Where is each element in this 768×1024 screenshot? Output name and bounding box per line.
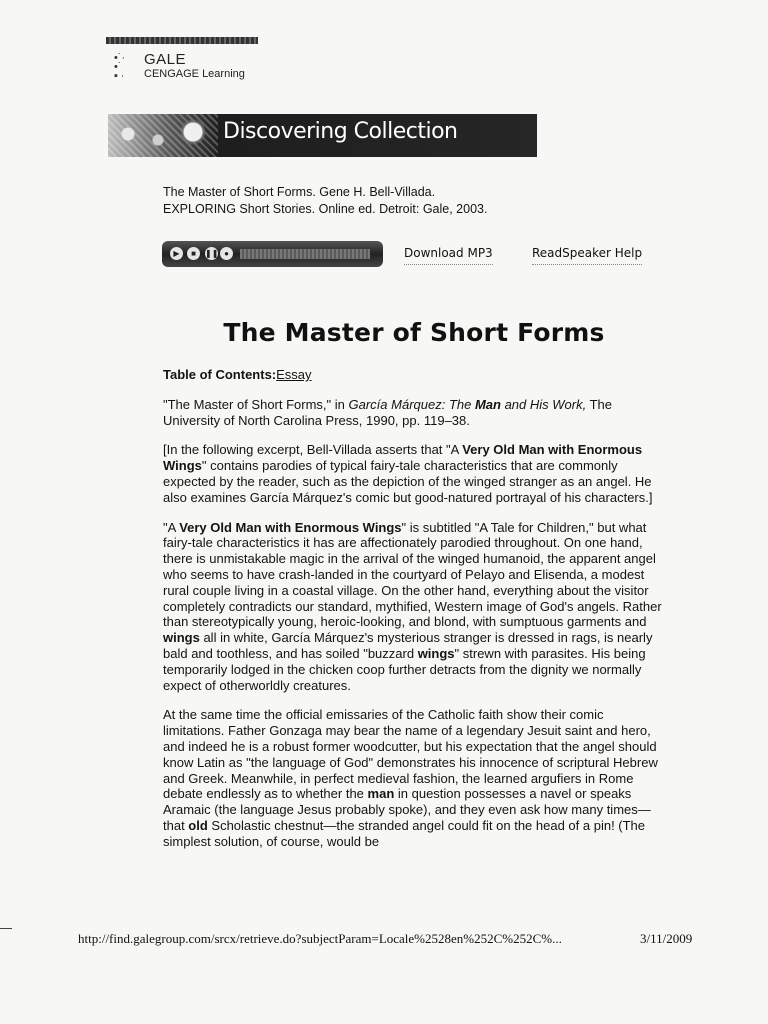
source-citation (163, 397, 663, 429)
intro-paragraph (163, 442, 663, 505)
document-title: The Master of Short Forms (223, 318, 605, 347)
article-body (163, 367, 663, 864)
collection-banner (108, 114, 537, 157)
para1-highlight-1: Very Old Man with Enormous Wings (179, 519, 402, 535)
source-highlight: Man (474, 396, 501, 412)
banner-artwork (108, 114, 218, 157)
intro-text-end: " contains parodies of typical fairy-tale characteristics that are commonly expected by the reader, such as the depiction of the winged stranger as an angel. He also examines García Márquez's comic but good-natured portrayal of his characters.] (163, 458, 653, 505)
citation-line-1: The Master of Short Forms. Gene H. Bell-Villada. (163, 185, 436, 199)
intro-highlight: Very Old Man with Enormous Wings (163, 442, 643, 474)
para2-text-2: in question possesses a navel or speaks Aramaic (the language Jesus probably spoke), and they even ask how many times—that (163, 786, 651, 833)
source-book-title: García Márquez: The (348, 396, 475, 412)
logo-subtitle: CENGAGE Learning (144, 68, 245, 80)
para2-highlight-2: old (188, 817, 208, 833)
download-mp3-link[interactable]: Download MP3 (404, 246, 493, 265)
player-progress-track[interactable] (240, 249, 370, 259)
footer-date: 3/11/2009 (640, 931, 693, 946)
margin-mark (0, 928, 12, 929)
banner-title: Discovering Collection (223, 119, 458, 144)
toc-label: Table of Contents: (163, 367, 277, 382)
body-paragraph-2 (163, 707, 663, 849)
settings-icon[interactable]: ● (220, 247, 233, 260)
para2-text: At the same time the official emissaries of the Catholic faith show their comic limitations. Father Gonzaga may bear the name of a legendary Jesuit saint and hero, and indeed he is a robust former woodcutter, but his expectation that the angel should know Latin as "the language of God" demonstrates his innocence of scriptural Hebrew and Greek. Meanwhile, in perfect medieval fashion, the learned argufiers in Rome debate endlessly as to whether the (163, 707, 658, 802)
footer-url: http://find.galegroup.com/srcx/retrieve.do?subjectParam=Locale%2528en%252C%252C%... (78, 931, 562, 946)
para1-highlight-3: wings (417, 645, 455, 661)
source-book-title-end: and His Work, (500, 396, 587, 412)
readspeaker-help-link[interactable]: ReadSpeaker Help (532, 246, 642, 265)
body-paragraph-1 (163, 520, 663, 694)
table-of-contents (163, 367, 663, 383)
para2-text-3: Scholastic chestnut—the stranded angel could fit on the head of a pin! (The simplest solution, of course, would be (163, 817, 646, 849)
citation (163, 184, 487, 218)
para2-highlight-1: man (367, 786, 395, 802)
para1-highlight-2: wings (163, 630, 200, 646)
para1-text-4: " strewn with parasites. His being temporarily lodged in the chicken coop further detracts from the dignity we normally expect of otherworldly creatures. (163, 645, 646, 693)
audio-player (162, 241, 383, 267)
para1-text: "A (163, 519, 180, 535)
intro-text: [In the following excerpt, Bell-Villada asserts that "A (163, 442, 463, 458)
source-publisher: The University of North Carolina Press, 1990, pp. 119–38. (163, 396, 612, 428)
pause-icon[interactable]: ❚❚ (205, 249, 219, 258)
source-text: "The Master of Short Forms," in (163, 396, 349, 412)
logo-brand: GALE (144, 51, 187, 68)
stop-icon[interactable]: ■ (187, 247, 200, 260)
toc-essay-link[interactable]: Essay (276, 367, 312, 382)
citation-line-2: EXPLORING Short Stories. Online ed. Detroit: Gale, 2003. (163, 202, 488, 216)
play-icon[interactable]: ▶ (170, 247, 183, 260)
header-rule (106, 37, 258, 44)
gale-logo-icon: •˙· •˙ ▪ ∙ (114, 52, 126, 82)
para1-text-2: " is subtitled "A Tale for Children," but what fairy-tale characteristics it has are affectionately parodied throughout. On one hand, there is unmistakable magic in the arrival of the winged humanoid, the apparent angel who seems to have crash-landed in the courtyard of Pelayo and Elisenda, a modest rural couple living in a coastal village. On the other hand, everything about the visitor completely contradicts our standard, mythified, Western image of God's angels. Rather than stereotypically young, heroic-looking, and blond, with sumptuous garments and (163, 519, 662, 630)
para1-text-3: all in white, García Márquez's mysterious stranger is dressed in rags, is nearly bald and toothless, and has soiled "buzzard (163, 630, 653, 661)
